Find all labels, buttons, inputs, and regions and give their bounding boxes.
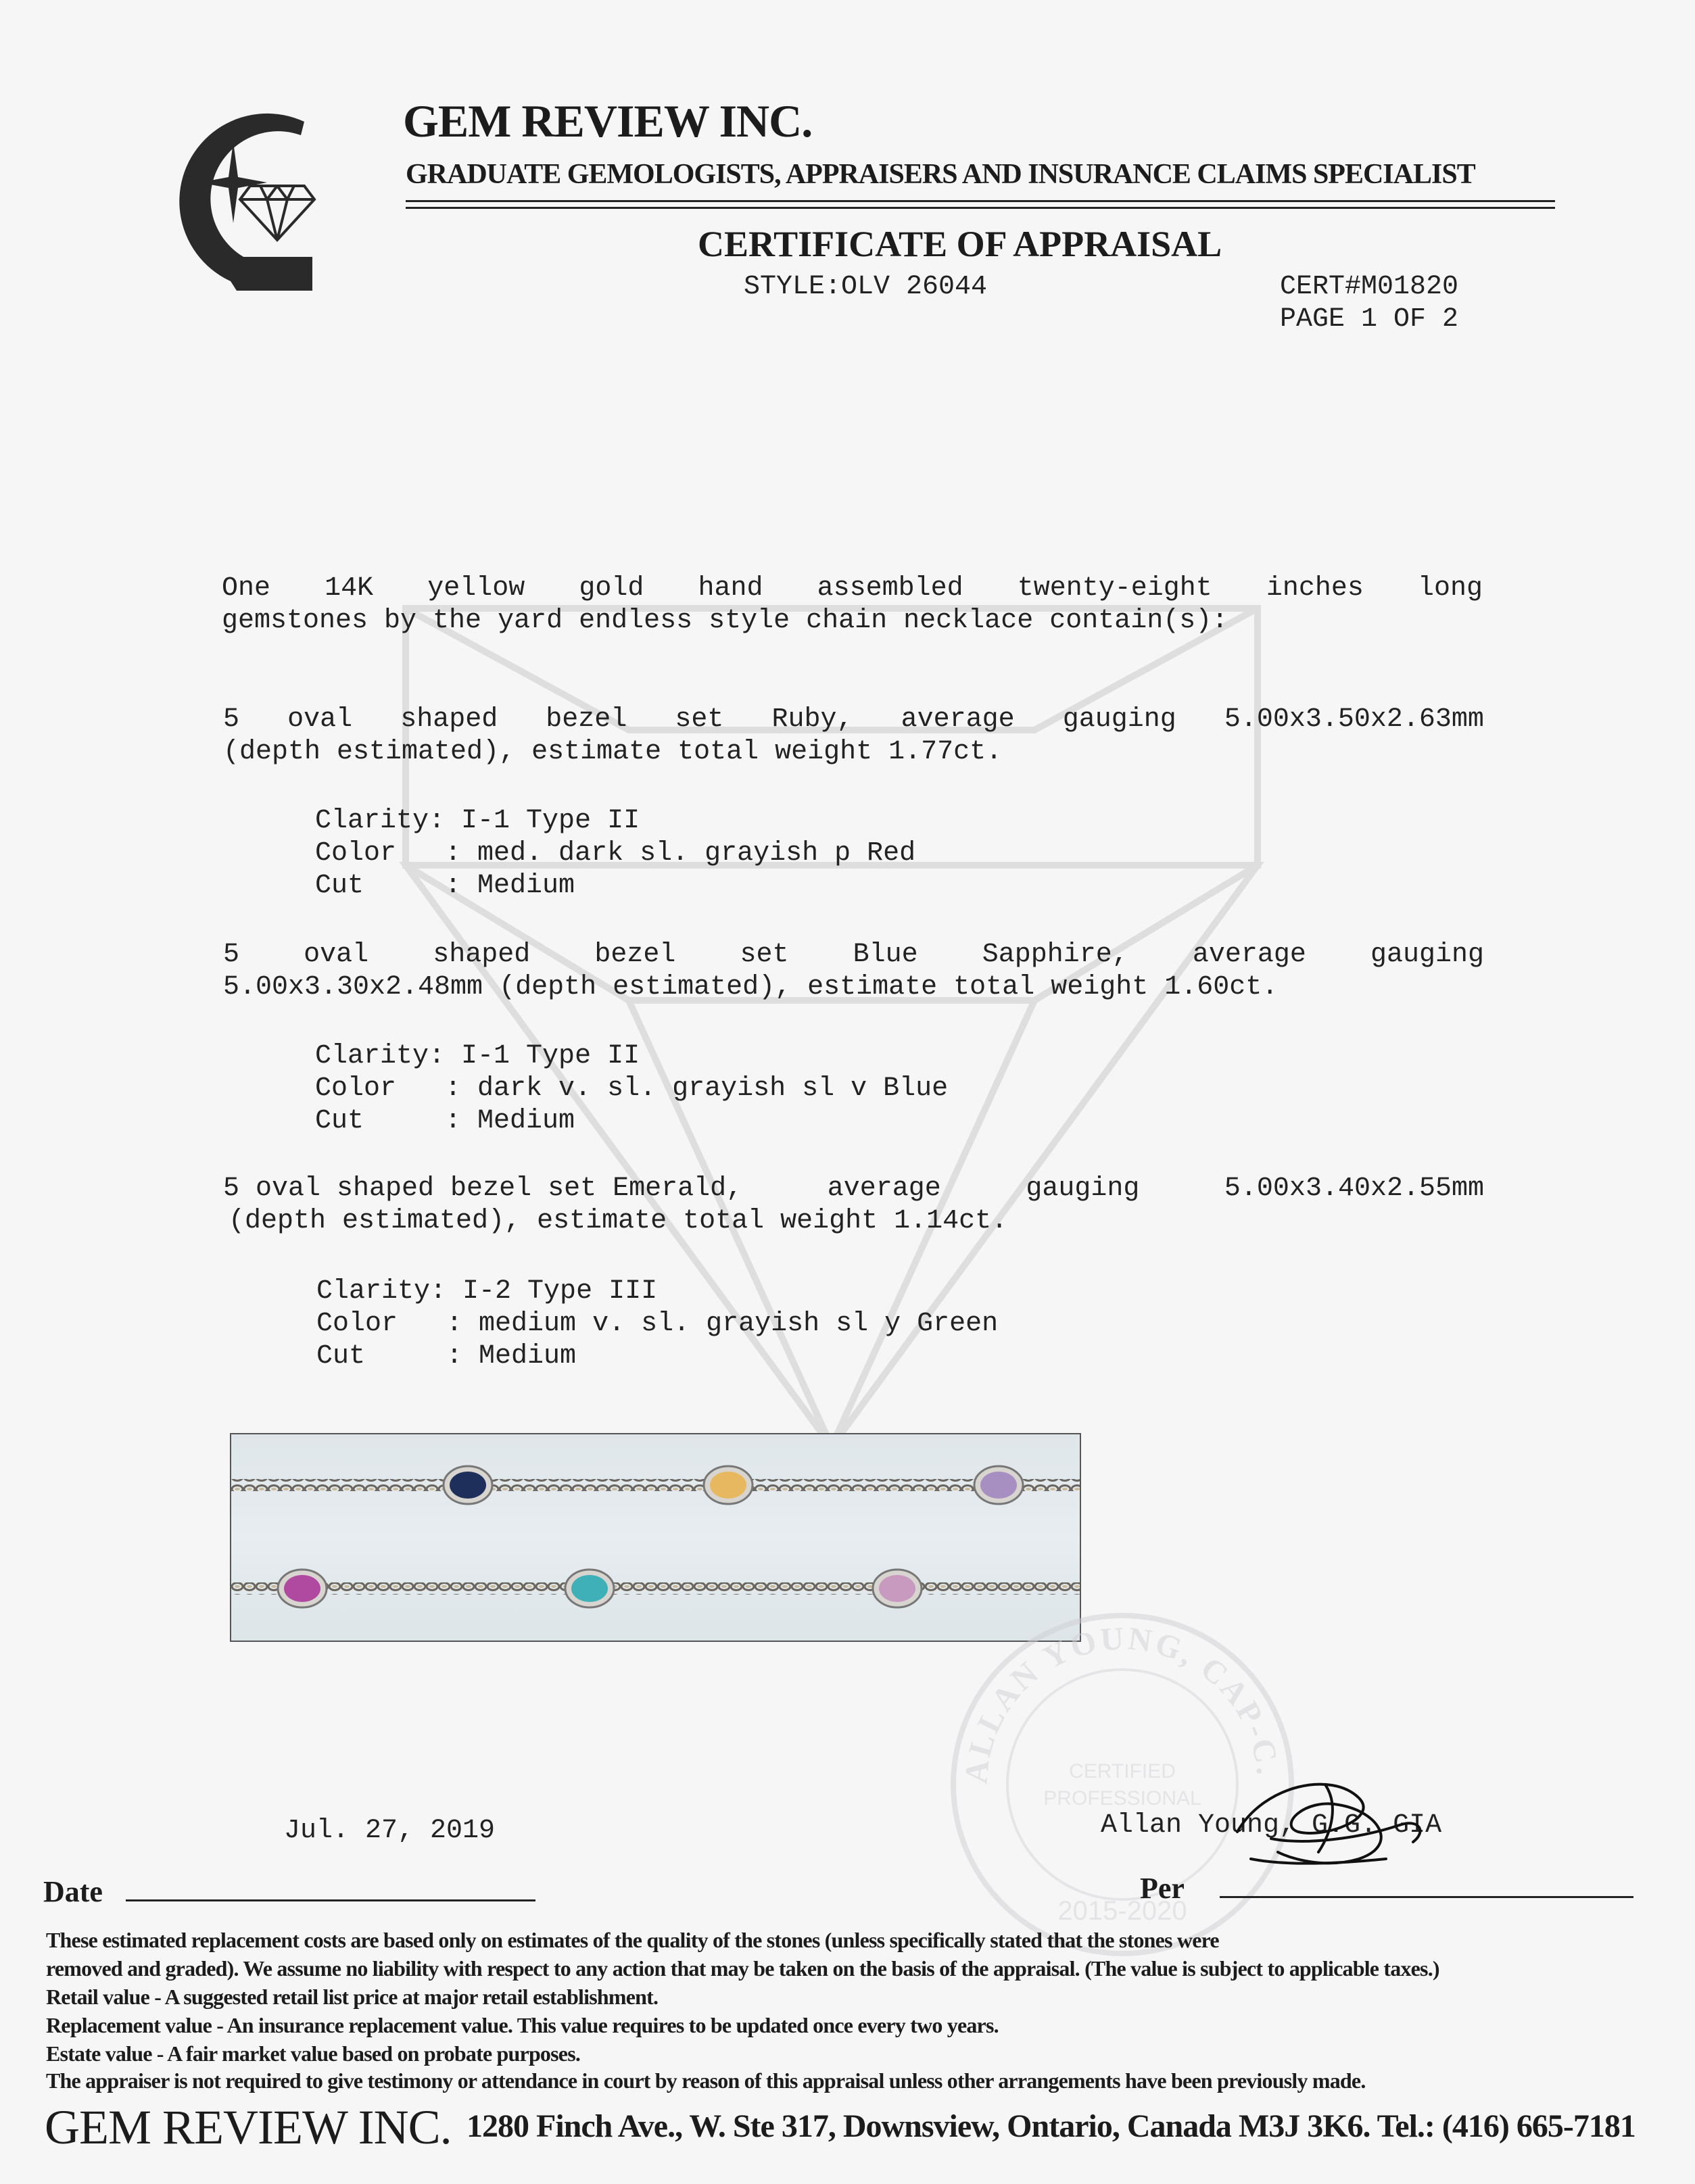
page-number: PAGE 1 OF 2 bbox=[1280, 304, 1459, 335]
emerald-description-line-2: (depth estimated), estimate total weight 1.14ct. bbox=[229, 1206, 1008, 1236]
emerald-description-line-1: 5 oval shaped bezel set Emerald, average gauging 5.00x3.40x2.55mm bbox=[223, 1173, 1484, 1204]
date-label: Date bbox=[43, 1875, 103, 1908]
intro-line-2: gemstones by the yard endless style chain necklace contain(s): bbox=[222, 606, 1228, 636]
sapphire-description-line-1: 5 oval shaped bezel set Blue Sapphire, average gauging bbox=[223, 940, 1484, 970]
ruby-clarity: Clarity: I-1 Type II bbox=[315, 806, 640, 836]
sapphire-cut: Cut : Medium bbox=[315, 1106, 575, 1136]
header-rule-top bbox=[406, 200, 1555, 202]
company-name: GEM REVIEW INC. bbox=[403, 95, 813, 147]
ruby-cut: Cut : Medium bbox=[315, 871, 575, 901]
company-logo bbox=[135, 95, 338, 304]
chain-strand-top bbox=[231, 1479, 1080, 1491]
gemstone bbox=[284, 1575, 320, 1602]
sapphire-description-line-2: 5.00x3.30x2.48mm (depth estimated), estimate total weight 1.60ct. bbox=[223, 972, 1279, 1002]
certificate-title: CERTIFICATE OF APPRAISAL bbox=[698, 224, 1222, 264]
emerald-color: Color : medium v. sl. grayish sl y Green bbox=[316, 1309, 999, 1339]
gemstone bbox=[571, 1575, 608, 1602]
chain-strand-bottom bbox=[231, 1582, 1080, 1595]
date-line bbox=[126, 1899, 535, 1901]
disclaimer-line-2: removed and graded). We assume no liability with respect to any action that may be taken on the basis of the appraisal. (The value is subject to applicable taxes.) bbox=[46, 1956, 1439, 1981]
seal-ring-text: ALLAN YOUNG, CAP-C. bbox=[958, 1620, 1286, 1786]
footer-address: 1280 Finch Ave., W. Ste 317, Downsview, Ontario, Canada M3J 3K6. Tel.: (416) 665-7181 bbox=[467, 2108, 1636, 2144]
replacement-value-note: Replacement value - An insurance replacement value. This value requires to be updated once every two years. bbox=[46, 2013, 999, 2037]
emerald-clarity: Clarity: I-2 Type III bbox=[316, 1276, 658, 1307]
style-number: STYLE:OLV 26044 bbox=[744, 272, 988, 302]
handwritten-signature bbox=[1224, 1757, 1440, 1879]
gemstone bbox=[710, 1472, 746, 1499]
testimony-note: The appraiser is not required to give testimony or attendance in court by reason of this appraisal unless other arrangements have been previously made. bbox=[46, 2068, 1366, 2093]
signature-line bbox=[1220, 1896, 1633, 1898]
appraisal-date: Jul. 27, 2019 bbox=[284, 1816, 496, 1846]
gemstone bbox=[450, 1472, 486, 1499]
emerald-cut: Cut : Medium bbox=[316, 1341, 577, 1372]
ruby-description-line-1: 5 oval shaped bezel set Ruby, average gauging 5.00x3.50x2.63mm bbox=[223, 704, 1484, 735]
seal-year: 2015-2020 bbox=[1057, 1896, 1187, 1926]
seal-inner-line-1: CERTIFIED bbox=[1069, 1760, 1176, 1782]
footer-company-name: GEM REVIEW INC. bbox=[45, 2100, 452, 2154]
retail-value-note: Retail value - A suggested retail list price at major retail establishment. bbox=[46, 1985, 659, 2009]
estate-value-note: Estate value - A fair market value based on probate purposes. bbox=[46, 2041, 581, 2066]
ruby-color: Color : med. dark sl. grayish p Red bbox=[315, 838, 916, 869]
per-label: Per bbox=[1140, 1872, 1185, 1905]
sapphire-color: Color : dark v. sl. grayish sl v Blue bbox=[315, 1073, 949, 1104]
ruby-description-line-2: (depth estimated), estimate total weight 1.77ct. bbox=[223, 737, 1003, 767]
appraiser-name: Allan Young, G.G. GIA bbox=[1101, 1810, 1442, 1841]
disclaimer-line-1: These estimated replacement costs are based only on estimates of the quality of the stones (unless specifically stated that the stones were bbox=[46, 1928, 1219, 1952]
gemstone bbox=[980, 1472, 1017, 1499]
certificate-number: CERT#M01820 bbox=[1280, 272, 1459, 302]
intro-line-1: One 14K yellow gold hand assembled twenty-eight inches long bbox=[222, 573, 1483, 604]
company-tagline: GRADUATE GEMOLOGISTS, APPRAISERS AND INSURANCE CLAIMS SPECIALIST bbox=[406, 159, 1475, 190]
gemstone bbox=[879, 1575, 915, 1602]
header-rule-bottom bbox=[406, 207, 1555, 209]
sapphire-clarity: Clarity: I-1 Type II bbox=[315, 1041, 640, 1071]
seal-inner-line-2: PROFESSIONAL bbox=[1043, 1787, 1201, 1810]
